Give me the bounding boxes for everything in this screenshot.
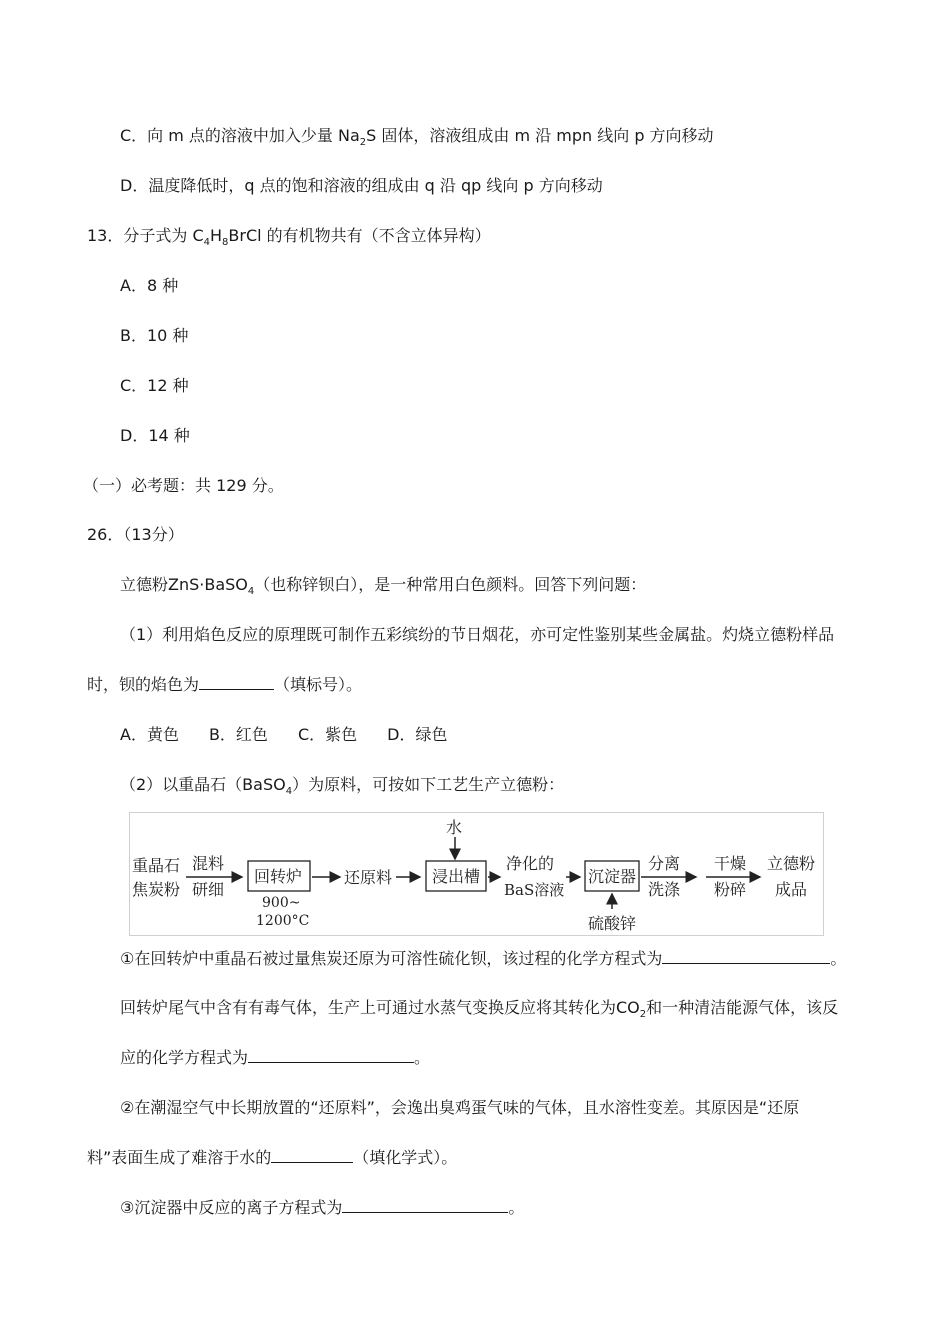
q26-sub1-line1: ①在回转炉中重晶石被过量焦炭还原为可溶性硫化钡，该过程的化学方程式为 。 [120,949,847,968]
temperature-high: 1200°C [256,913,310,929]
q26-header: 26．（13分） [87,525,184,544]
q12-option-d: D．温度降低时，q 点的饱和溶液的组成由 q 沿 qp 线向 p 方向移动 [120,176,603,195]
step-mix: 混料 [192,854,225,873]
step-separate: 分离 [648,854,681,873]
q13-stem: 13．分子式为 $C_4H_8BrCl$ 的有机物共有（不含立体异构） [87,226,491,248]
q26-part2-stem: （2）以重晶石（BaSO$_4$）为原料，可按如下工艺生产立德粉： [120,775,565,797]
q26-sub1-line2: 回转炉尾气中含有有毒气体，生产上可通过水蒸气变换反应将其转化为$CO_2$和一种清洁能源气体，该反 [120,998,839,1020]
q13-option-b: B．10 种 [120,326,189,345]
temperature-low: 900~ [262,895,301,911]
product-lithopone: 立德粉 [767,854,816,873]
q26-part1-options [120,724,477,746]
q26-sub1-line3: 应的化学方程式为 。 [120,1048,431,1067]
leach-tank-label: 浸出槽 [432,867,481,886]
q26-part1-line1: （1）利用焰色反应的原理既可制作五彩缤纷的节日烟花，亦可定性鉴别某些金属盐。灼烧立德粉样品 [120,625,835,644]
purified-label-1: 净化的 [506,854,555,873]
reduced-material: 还原料 [344,868,393,887]
q26-sub2-line2: 料”表面生成了难溶于水的 （填化学式）。 [87,1148,458,1167]
step-crush: 粉碎 [714,880,747,899]
answer-blank[interactable] [342,1198,508,1213]
q26-sub3: ③沉淀器中反应的离子方程式为 。 [120,1198,525,1217]
q12-option-c: C．向 m 点的溶液中加入少量 $Na_2S$ 固体，溶液组成由 m 沿 mpn 线向 p 方向移动 [120,126,714,148]
answer-blank[interactable] [248,1048,414,1063]
option-d: D．绿色 [387,725,448,744]
q26-intro: 立德粉ZnS·BaSO$_4$（也称锌钡白），是一种常用白色颜料。回答下列问题： [120,575,647,597]
option-b: B．红色 [208,725,268,744]
answer-blank[interactable] [662,949,830,964]
answer-blank[interactable] [271,1148,353,1163]
option-a: A．黄色 [120,725,179,744]
step-wash: 洗涤 [648,880,681,899]
product-finished: 成品 [775,880,808,899]
purified-label-2: BaS溶液 [504,881,565,899]
q26-part1-line2: 时，钡的焰色为 （填标号）。 [87,675,363,694]
q13-option-a: A．8 种 [120,276,179,295]
step-grind: 研细 [192,880,225,899]
q26-sub2-line1: ②在潮湿空气中长期放置的“还原料”，会逸出臭鸡蛋气味的气体，且水溶性变差。其原因是“还原 [120,1098,800,1117]
q13-option-c: C．12 种 [120,376,189,395]
process-flow-diagram [129,812,824,936]
option-c: C．紫色 [297,725,358,744]
answer-blank[interactable] [199,675,274,690]
rotary-furnace-label: 回转炉 [254,867,303,886]
water-input: 水 [446,818,463,837]
q13-option-d: D．14 种 [120,426,190,445]
section-heading: （一）必考题：共 129 分。 [83,476,284,495]
raw-material-barite: 重晶石 [132,856,181,875]
zinc-sulfate-input: 硫酸锌 [588,914,637,933]
raw-material-coke: 焦炭粉 [132,880,181,899]
step-dry: 干燥 [714,854,747,873]
precipitator-label: 沉淀器 [588,867,637,886]
